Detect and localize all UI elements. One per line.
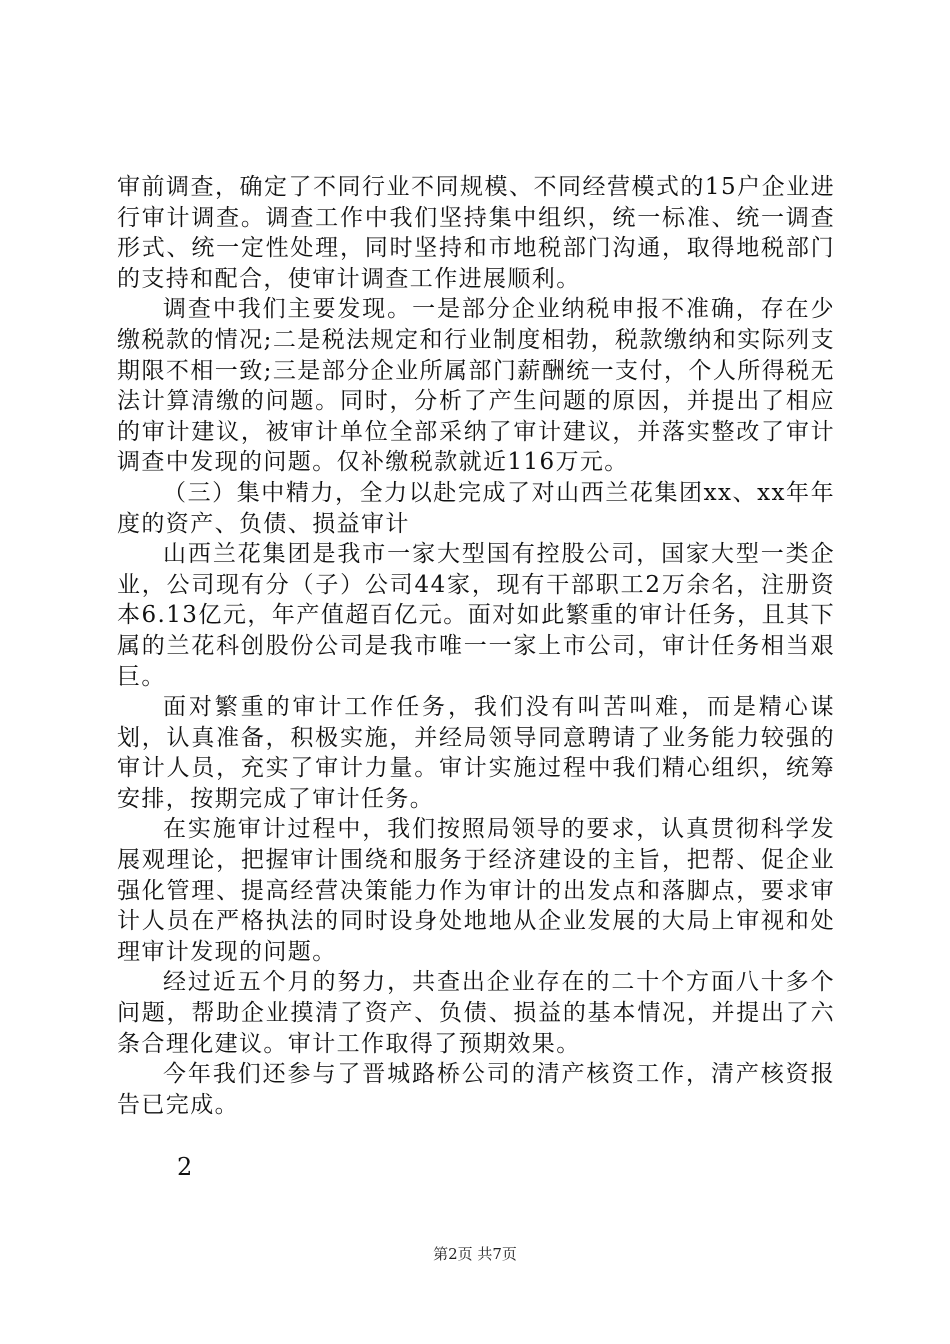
paragraph-5: 面对繁重的审计工作任务，我们没有叫苦叫难，而是精心谋划，认真准备，积极实施，并经局领导同意聘请了业务能力较强的审计人员，充实了审计力量。审计实施过程中我们精心组织，统筹安排，按期完成了审计任务。 [117, 694, 835, 812]
paragraph-8: 今年我们还参与了晋城路桥公司的清产核资工作，清产核资报告已完成。 [117, 1061, 835, 1118]
inline-page-number: 2 [177, 1153, 193, 1181]
paragraph-7: 经过近五个月的努力，共查出企业存在的二十个方面八十多个问题，帮助企业摸清了资产、负债、损益的基本情况，并提出了六条合理化建议。审计工作取得了预期效果。 [117, 969, 835, 1057]
paragraph-6: 在实施审计过程中，我们按照局领导的要求，认真贯彻科学发展观理论，把握审计围绕和服务于经济建设的主旨，把帮、促企业强化管理、提高经营决策能力作为审计的出发点和落脚点，要求审计人员在严格执法的同时设身处地地从企业发展的大局上审视和处理审计发现的问题。 [117, 816, 835, 965]
paragraph-3-heading: （三）集中精力，全力以赴完成了对山西兰花集团xx、xx年年度的资产、负债、损益审计 [117, 479, 835, 537]
paragraph-4: 山西兰花集团是我市一家大型国有控股公司，国家大型一类企业，公司现有分（子）公司44家，现有干部职工2万余名，注册资本6.13亿元，年产值超百亿元。面对如此繁重的审计任务，且其下属的兰花科创股份公司是我市唯一一家上市公司，审计任务相当艰巨。 [117, 541, 835, 690]
document-body [117, 172, 835, 1120]
paragraph-1: 审前调查，确定了不同行业不同规模、不同经营模式的15户企业进行审计调查。调查工作中我们坚持集中组织，统一标准、统一调查形式、统一定性处理，同时坚持和市地税部门沟通，取得地税部门的支持和配合，使审计调查工作进展顺利。 [117, 174, 835, 292]
page-footer: 第2页 共7页 [433, 1245, 517, 1263]
paragraph-2: 调查中我们主要发现。一是部分企业纳税申报不准确，存在少缴税款的情况;二是税法规定和行业制度相勃，税款缴纳和实际列支期限不相一致;三是部分企业所属部门薪酬统一支付，个人所得税无法计算清缴的问题。同时，分析了产生问题的原因，并提出了相应的审计建议，被审计单位全部采纳了审计建议，并落实整改了审计调查中发现的问题。仅补缴税款就近116万元。 [117, 296, 835, 476]
